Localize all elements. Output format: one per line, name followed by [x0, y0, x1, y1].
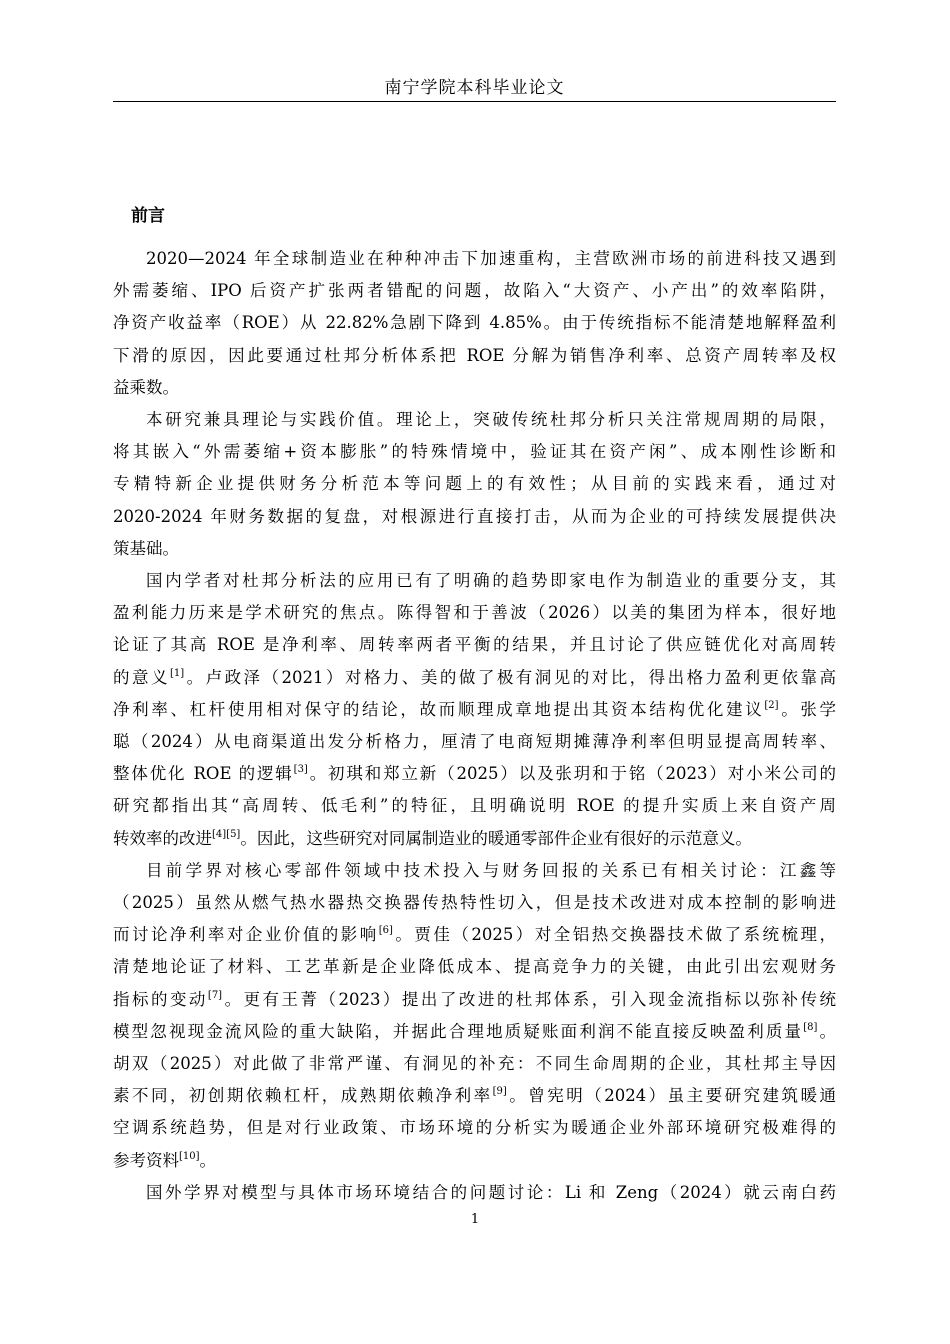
text-line — [113, 919, 836, 951]
text-line — [113, 1080, 836, 1112]
text-line: 清楚地论证了材料、工艺革新是企业降低成本、提高竞争力的关键，由此引出宏观财务 — [113, 957, 836, 977]
text-segment: 净利率、杠杆使用相对保守的结论，故而顺理成章地提出其资本结构优化建议 — [113, 699, 765, 719]
text-line: 胡双（2025）对此做了非常严谨、有洞见的补充：不同生命周期的企业，其杜邦主导因 — [113, 1054, 836, 1074]
text-segment: 。卢政泽（2021）对格力、美的做了极有洞见的对比，得出格力盈利更依靠高 — [184, 667, 837, 687]
text-line: 论证了其高 ROE 是净利率、周转率两者平衡的结果，并且讨论了供应链优化对高周转 — [113, 635, 836, 655]
text-line — [113, 694, 836, 726]
text-line — [113, 662, 836, 694]
text-segment: 参考资料 — [113, 1150, 179, 1170]
text-line: 2020—2024 年全球制造业在种种冲击下加速重构，主营欧洲市场的前进科技又遇到 — [146, 249, 836, 268]
text-segment: 。更有王菁（2023）提出了改进的杜邦体系，引入现金流指标以弥补传统 — [222, 989, 837, 1009]
citation-marker: [7] — [207, 989, 223, 1001]
text-line: 策基础。 — [113, 538, 179, 558]
text-line: 外需萎缩、IPO 后资产扩张两者错配的问题，故陷入“大资产、小产出”的效率陷阱， — [113, 281, 836, 301]
paragraph — [113, 1177, 836, 1209]
text-segment: 。 — [817, 1021, 837, 1041]
text-segment: 。曾宪明（2024）虽主要研究建筑暖通 — [506, 1086, 837, 1106]
text-segment: 整体优化 ROE 的逻辑 — [113, 764, 294, 784]
text-segment: 。贾佳（2025）对全铝热交换器技术做了系统梳理， — [392, 925, 837, 945]
text-line — [113, 758, 836, 790]
text-line: （2025）虽然从燃气热水器热交换器传热特性切入，但是技术改进对成本控制的影响进 — [113, 893, 836, 913]
text-line: 益乘数。 — [113, 377, 179, 397]
text-line — [113, 984, 836, 1016]
body-text — [113, 243, 836, 1209]
text-line — [113, 1016, 836, 1048]
text-line: 国外学界对模型与具体市场环境结合的问题讨论：Li 和 Zeng（2024）就云南白药 — [146, 1182, 836, 1202]
citation-marker: [3] — [293, 764, 308, 776]
text-line — [113, 1145, 836, 1177]
text-line: 国内学者对杜邦分析法的应用已有了明确的趋势即家电作为制造业的重要分支，其 — [146, 571, 836, 591]
text-segment: 素不同，初创期依赖杠杆，成熟期依赖净利率 — [113, 1086, 493, 1106]
text-segment: 。因此，这些研究对同属制造业的暖通零部件企业有很好的示范意义。 — [240, 828, 752, 848]
citation-marker: [9] — [492, 1086, 507, 1098]
text-line: 研究都指出其“高周转、低毛利”的特征，且明确说明 ROE 的提升实质上来自资产周 — [113, 796, 836, 816]
text-segment: 。 — [199, 1150, 217, 1170]
citation-marker: [2] — [764, 699, 779, 711]
text-line: 本研究兼具理论与实践价值。理论上，突破传统杜邦分析只关注常规周期的局限， — [146, 410, 836, 430]
citation-marker: [1] — [169, 667, 185, 679]
citation-marker: [4][5] — [212, 828, 241, 840]
text-segment: 指标的变动 — [113, 989, 208, 1009]
citation-marker: [6] — [378, 925, 393, 937]
text-segment: 而讨论净利率对企业价值的影响 — [113, 925, 379, 945]
text-segment: 的意义 — [113, 667, 170, 687]
text-line: 聪（2024）从电商渠道出发分析格力，厘清了电商短期摊薄净利率但明显提高周转率、 — [113, 732, 836, 752]
paragraph — [113, 243, 836, 404]
text-line: 目前学界对核心零部件领域中技术投入与财务回报的关系已有相关讨论：江鑫等 — [146, 860, 836, 880]
running-header: 南宁学院本科毕业论文 — [384, 78, 565, 98]
citation-marker: [10] — [179, 1150, 200, 1162]
text-line: 下滑的原因，因此要通过杜邦分析体系把 ROE 分解为销售净利率、总资产周转率及权 — [113, 345, 836, 365]
text-segment: 。张学 — [778, 699, 837, 719]
paragraph — [113, 404, 836, 565]
text-line: 盈利能力历来是学术研究的焦点。陈得智和于善波（2026）以美的集团为样本，很好地 — [113, 603, 836, 623]
text-line: 专精特新企业提供财务分析范本等问题上的有效性；从目前的实践来看，通过对 — [113, 474, 836, 494]
text-segment: 模型忽视现金流风险的重大缺陷，并据此合理地质疑账面利润不能直接反映盈利质量 — [113, 1021, 804, 1041]
text-line — [113, 823, 836, 855]
text-segment: 。初琪和郑立新（2025）以及张玥和于铭（2023）对小米公司的 — [307, 764, 836, 784]
page-number: 1 — [470, 1212, 480, 1227]
paragraph — [113, 855, 836, 1177]
paragraph — [113, 565, 836, 855]
text-line: 净资产收益率（ROE）从 22.82%急剧下降到 4.85%。由于传统指标不能清楚地解释盈利 — [113, 313, 836, 333]
text-line: 2020-2024 年财务数据的复盘，对根源进行直接打击，从而为企业的可持续发展提供决 — [113, 506, 836, 526]
citation-marker: [8] — [803, 1021, 818, 1033]
text-segment: 转效率的改进 — [113, 828, 212, 848]
header-rule — [113, 101, 836, 102]
text-line: 将其嵌入“外需萎缩+资本膨胀”的特殊情境中，验证其在资产闲”、成本刚性诊断和 — [113, 442, 836, 462]
section-heading: 前言 — [131, 206, 165, 226]
text-line: 空调系统趋势，但是对行业政策、市场环境的分析实为暖通企业外部环境研究极难得的 — [113, 1118, 836, 1138]
